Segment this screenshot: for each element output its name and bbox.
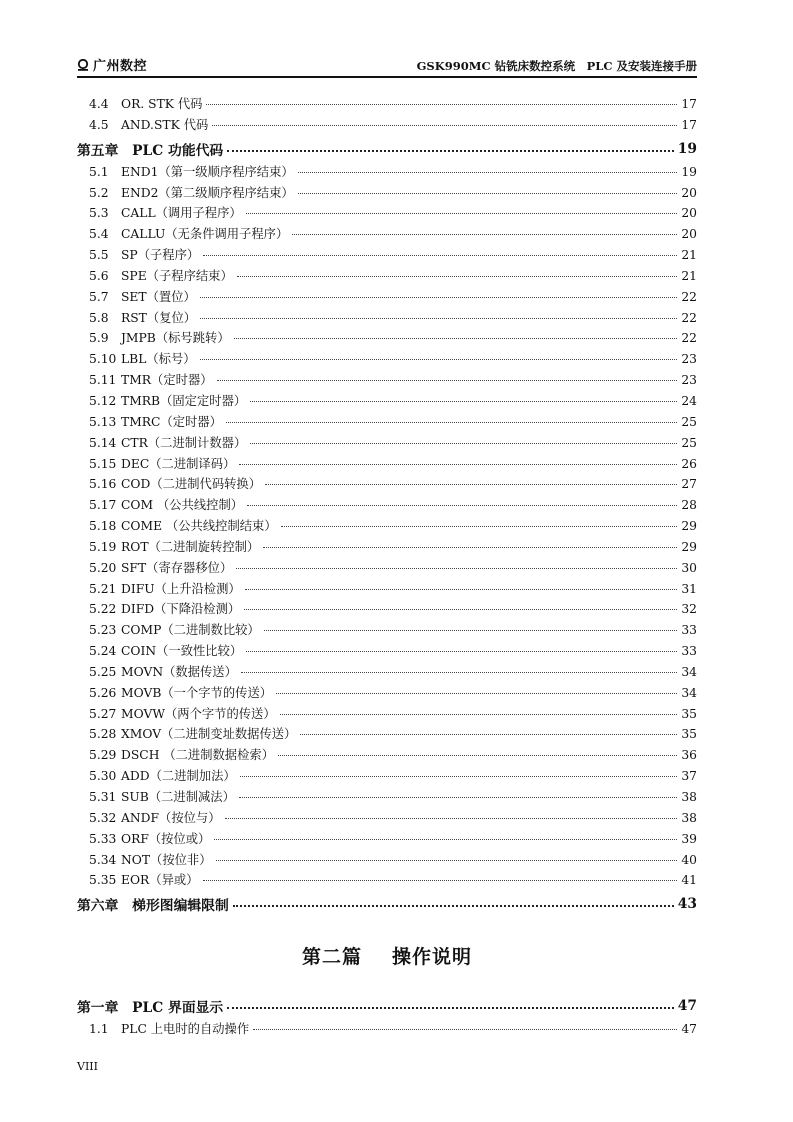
toc-entry-title: OR. STK 代码 — [121, 97, 203, 111]
toc-page-number: 35 — [681, 727, 697, 742]
toc-entry-number: 5.13 — [89, 414, 117, 429]
toc-section-entry[interactable] — [77, 599, 697, 620]
toc-entry-number: 5.6 — [89, 268, 109, 283]
toc-page-number: 24 — [681, 393, 697, 408]
toc-entry-label — [89, 683, 274, 701]
toc-page-number: 38 — [681, 810, 697, 825]
toc-page-number: 20 — [681, 206, 697, 221]
toc-entry-title: CALL（调用子程序） — [121, 206, 242, 221]
toc-entry-number: 5.34 — [89, 852, 117, 867]
toc-entry-label — [77, 996, 225, 1016]
toc-page-number: 41 — [681, 873, 697, 888]
toc-section-entry[interactable] — [77, 537, 697, 558]
toc-entry-title: COIN（一致性比较） — [121, 644, 243, 659]
toc-list-part-one — [77, 94, 697, 917]
toc-entry-title: END2（第二级顺序程序结束） — [121, 185, 294, 200]
toc-entry-title: NOT（按位非） — [121, 852, 212, 867]
toc-entry-label — [89, 349, 198, 367]
toc-entry-number: 5.30 — [89, 769, 117, 784]
toc-entry-title: PLC 上电时的自动操作 — [121, 1022, 250, 1036]
dot-leader — [212, 125, 677, 126]
toc-page-number: 31 — [681, 581, 697, 596]
toc-entry-number: 5.10 — [89, 352, 117, 367]
toc-chapter-entry[interactable] — [77, 891, 697, 917]
toc-entry-title: 第一章 PLC 界面显示 — [77, 1000, 224, 1016]
toc-section-entry[interactable] — [77, 183, 697, 204]
toc-entry-label — [89, 370, 215, 388]
toc-page-number: 35 — [681, 706, 697, 721]
toc-entry-label — [89, 850, 214, 868]
toc-page-number: 17 — [681, 97, 697, 111]
toc-chapter-entry[interactable] — [77, 993, 697, 1019]
toc-entry-title: JMPB（标号跳转） — [121, 331, 230, 346]
toc-entry-number: 5.27 — [89, 706, 117, 721]
toc-entry-number: 5.5 — [89, 248, 109, 263]
toc-entry-label — [89, 203, 244, 221]
toc-entry-number: 5.20 — [89, 560, 117, 575]
toc-entry-number: 4.5 — [89, 117, 109, 132]
dot-leader — [239, 464, 677, 465]
toc-entry-label — [89, 829, 212, 847]
toc-chapter-entry[interactable] — [77, 136, 697, 162]
toc-entry-number: 5.15 — [89, 456, 117, 471]
toc-entry-number: 1.1 — [89, 1022, 109, 1036]
toc-entry-number: 5.23 — [89, 623, 117, 638]
toc-entry-label — [89, 115, 210, 133]
toc-entry-title: END1（第一级顺序程序结束） — [121, 164, 294, 179]
toc-entry-label — [89, 808, 223, 826]
dot-leader — [239, 797, 677, 798]
toc-entry-number: 5.25 — [89, 664, 117, 679]
toc-page-number: 33 — [681, 623, 697, 638]
toc-page-number: 22 — [681, 310, 697, 325]
dot-leader — [241, 672, 677, 673]
toc-entry-label — [89, 495, 245, 513]
toc-entry-label — [89, 1019, 251, 1037]
dot-leader — [278, 755, 677, 756]
toc-entry-label — [89, 662, 239, 680]
table-of-contents — [77, 94, 697, 917]
toc-entry-number: 5.3 — [89, 206, 109, 221]
toc-entry-label — [89, 328, 232, 346]
toc-page-number: 20 — [681, 185, 697, 200]
toc-page-number: 22 — [681, 289, 697, 304]
gsk-logo-icon — [77, 59, 89, 71]
toc-entry-label — [89, 94, 204, 112]
toc-entry-label — [89, 766, 238, 784]
dot-leader — [226, 422, 677, 423]
toc-entry-title: SET（置位） — [121, 289, 196, 304]
toc-entry-title: EOR（异或） — [121, 873, 199, 888]
toc-entry-title: COD（二进制代码转换） — [121, 477, 262, 492]
toc-page-number: 27 — [681, 477, 697, 492]
page-header — [77, 54, 697, 78]
toc-entry-label — [89, 704, 278, 722]
dot-leader — [250, 443, 677, 444]
toc-page-number: 25 — [681, 414, 697, 429]
toc-section-entry[interactable] — [77, 724, 697, 745]
toc-section-entry[interactable] — [77, 829, 697, 850]
toc-entry-number: 5.26 — [89, 685, 117, 700]
toc-entry-title: MOVB（一个字节的传送） — [121, 685, 273, 700]
dot-leader — [216, 860, 678, 861]
toc-page-number: 28 — [681, 498, 697, 513]
toc-entry-title: SFT（寄存器移位） — [121, 560, 233, 575]
dot-leader — [217, 380, 678, 381]
part-number: 第二篇 — [301, 946, 362, 968]
toc-entry-label — [89, 454, 237, 472]
toc-page-number: 34 — [681, 664, 697, 679]
toc-section-entry[interactable] — [77, 287, 697, 308]
toc-entry-label — [89, 787, 237, 805]
toc-entry-label — [89, 516, 279, 534]
toc-entry-number: 5.31 — [89, 790, 117, 804]
toc-entry-number: 5.4 — [89, 227, 109, 242]
toc-page-number: 22 — [681, 331, 697, 346]
toc-section-entry[interactable] — [77, 579, 697, 600]
dot-leader — [263, 547, 677, 548]
toc-entry-title: RST（复位） — [121, 310, 197, 325]
toc-entry-label — [89, 287, 198, 305]
toc-entry-title: 第六章 梯形图编辑限制 — [77, 898, 229, 915]
toc-entry-title: SPE（子程序结束） — [121, 268, 233, 283]
toc-page-number: 29 — [681, 519, 697, 534]
toc-entry-number: 5.22 — [89, 602, 117, 617]
toc-entry-number: 5.9 — [89, 331, 109, 346]
toc-entry-label — [89, 245, 201, 263]
toc-page-number: 36 — [681, 748, 697, 763]
dot-leader — [203, 255, 677, 256]
toc-entry-number: 5.24 — [89, 644, 117, 659]
toc-section-entry[interactable] — [77, 433, 697, 454]
toc-entry-number: 5.18 — [89, 519, 117, 534]
toc-entry-title: DSCH （二进制数据检索） — [121, 748, 274, 763]
toc-entry-number: 5.35 — [89, 873, 117, 888]
toc-page-number: 20 — [681, 227, 697, 242]
toc-entry-title: CALLU（无条件调用子程序） — [121, 227, 289, 242]
toc-page-number: 39 — [681, 831, 697, 846]
toc-section-entry[interactable] — [77, 224, 697, 245]
toc-entry-number: 4.4 — [89, 97, 109, 111]
toc-page-number: 47 — [677, 998, 697, 1014]
dot-leader — [244, 609, 677, 610]
toc-entry-number: 5.28 — [89, 727, 117, 742]
toc-entry-label — [89, 224, 290, 242]
toc-section-entry[interactable] — [77, 412, 697, 433]
toc-entry-number: 5.7 — [89, 289, 109, 304]
toc-section-entry[interactable] — [77, 370, 697, 391]
page-number: VIII — [77, 1060, 98, 1073]
toc-page-number: 19 — [677, 140, 697, 157]
toc-section-entry[interactable] — [77, 850, 697, 871]
brand — [77, 55, 147, 74]
dot-leader — [240, 776, 678, 777]
toc-page-number: 33 — [681, 644, 697, 659]
toc-entry-label — [89, 579, 243, 597]
toc-section-entry[interactable] — [77, 808, 697, 829]
toc-entry-title: 第五章 PLC 功能代码 — [77, 142, 224, 159]
dot-leader — [250, 401, 677, 402]
toc-page-number: 19 — [681, 164, 697, 179]
toc-section-entry[interactable] — [77, 454, 697, 475]
toc-entry-label — [89, 870, 201, 888]
toc-section-entry[interactable] — [77, 495, 697, 516]
toc-entry-label — [89, 474, 263, 492]
toc-entry-number: 5.21 — [89, 581, 117, 596]
toc-page-number: 23 — [681, 373, 697, 388]
toc-page-number: 30 — [681, 560, 697, 575]
toc-entry-title: TMR（定时器） — [121, 373, 213, 388]
dot-leader — [247, 505, 677, 506]
toc-entry-number: 5.11 — [89, 373, 117, 388]
toc-section-entry[interactable] — [77, 558, 697, 579]
toc-entry-label — [89, 412, 224, 430]
toc-entry-label — [89, 183, 296, 201]
toc-page-number: 25 — [681, 435, 697, 450]
toc-section-entry[interactable] — [77, 245, 697, 266]
toc-section-entry[interactable] — [77, 391, 697, 412]
dot-leader — [264, 630, 678, 631]
toc-section-entry[interactable] — [77, 683, 697, 704]
toc-entry-title: TMRB（固定定时器） — [121, 393, 247, 408]
dot-leader — [233, 905, 674, 907]
toc-page-number: 23 — [681, 352, 697, 367]
dot-leader — [236, 568, 677, 569]
toc-section-entry[interactable] — [77, 766, 697, 787]
toc-entry-number: 5.33 — [89, 831, 117, 846]
dot-leader — [246, 651, 677, 652]
toc-section-entry[interactable] — [77, 266, 697, 287]
toc-entry-title: SP（子程序） — [121, 248, 200, 263]
toc-page-number: 32 — [681, 602, 697, 617]
dot-leader — [234, 338, 678, 339]
toc-section-entry[interactable] — [77, 745, 697, 766]
toc-entry-number: 5.32 — [89, 810, 117, 825]
dot-leader — [276, 693, 677, 694]
toc-entry-number: 5.2 — [89, 185, 109, 200]
toc-entry-number: 5.12 — [89, 393, 117, 408]
toc-entry-title: COME （公共线控制结束） — [121, 519, 277, 534]
toc-entry-label — [89, 266, 235, 284]
toc-list-part-two — [77, 993, 697, 1040]
dot-leader — [298, 172, 678, 173]
toc-entry-label — [77, 894, 231, 914]
toc-entry-number: 5.17 — [89, 498, 117, 513]
toc-page-number: 34 — [681, 685, 697, 700]
toc-entry-label — [77, 139, 225, 159]
toc-section-entry[interactable] — [77, 308, 697, 329]
toc-section-entry[interactable] — [77, 94, 697, 115]
toc-entry-label — [89, 641, 244, 659]
dot-leader — [206, 104, 677, 105]
toc-entry-title: AND.STK 代码 — [121, 117, 209, 132]
toc-entry-title: ORF（按位或） — [121, 831, 211, 846]
document-title: GSK990MC 钻铣床数控系统 PLC 及安装连接手册 — [416, 59, 697, 73]
toc-entry-title: ANDF（按位与） — [121, 810, 221, 825]
toc-entry-title: ROT（二进制旋转控制） — [121, 539, 260, 554]
dot-leader — [300, 734, 677, 735]
part-title: 操作说明 — [392, 946, 473, 968]
toc-entry-number: 5.1 — [89, 164, 109, 179]
toc-entry-label — [89, 745, 276, 763]
toc-entry-label — [89, 391, 248, 409]
toc-section-entry[interactable] — [77, 704, 697, 725]
toc-entry-label — [89, 537, 261, 555]
toc-page-number: 47 — [681, 1022, 697, 1036]
dot-leader — [292, 234, 677, 235]
toc-page-number: 21 — [681, 248, 697, 263]
toc-entry-number: 5.14 — [89, 435, 117, 450]
toc-entry-label — [89, 162, 296, 180]
toc-section-entry[interactable] — [77, 328, 697, 349]
dot-leader — [200, 359, 678, 360]
toc-entry-label — [89, 433, 248, 451]
dot-leader — [203, 880, 678, 881]
toc-section-entry[interactable] — [77, 474, 697, 495]
dot-leader — [253, 1029, 677, 1030]
toc-entry-title: XMOV（二进制变址数据传送） — [121, 727, 297, 742]
dot-leader — [225, 818, 678, 819]
dot-leader — [200, 297, 678, 298]
toc-page-number: 29 — [681, 539, 697, 554]
toc-page-number: 37 — [681, 769, 697, 784]
dot-leader — [246, 213, 678, 214]
toc-page-number: 38 — [681, 790, 697, 804]
toc-page-number: 17 — [681, 117, 697, 132]
toc-entry-title: COMP（二进制数比较） — [121, 623, 260, 638]
toc-section-entry[interactable] — [77, 662, 697, 683]
dot-leader — [214, 839, 677, 840]
toc-section-entry[interactable] — [77, 641, 697, 662]
toc-entry-title: COM （公共线控制） — [121, 498, 244, 513]
brand-name: 广州数控 — [93, 59, 148, 74]
dot-leader — [298, 193, 678, 194]
toc-entry-number: 5.8 — [89, 310, 109, 325]
toc-entry-title: TMRC（定时器） — [121, 414, 222, 429]
table-of-contents-part-two — [77, 993, 697, 1040]
toc-entry-number: 5.19 — [89, 539, 117, 554]
part-heading — [77, 942, 697, 969]
toc-entry-number: 5.29 — [89, 748, 117, 763]
toc-section-entry[interactable] — [77, 115, 697, 136]
dot-leader — [245, 589, 678, 590]
dot-leader — [227, 1007, 674, 1009]
dot-leader — [265, 484, 677, 485]
toc-section-entry[interactable] — [77, 516, 697, 537]
toc-entry-title: SUB（二进制减法） — [121, 790, 235, 804]
toc-entry-number: 5.16 — [89, 477, 117, 492]
dot-leader — [280, 714, 678, 715]
toc-page-number: 40 — [681, 852, 697, 867]
toc-section-entry[interactable] — [77, 620, 697, 641]
dot-leader — [200, 318, 677, 319]
toc-section-entry[interactable] — [77, 349, 697, 370]
toc-entry-title: LBL（标号） — [121, 352, 196, 367]
toc-entry-label — [89, 620, 262, 638]
toc-entry-label — [89, 308, 198, 326]
toc-page-number: 43 — [677, 896, 697, 913]
toc-section-entry[interactable] — [77, 203, 697, 224]
toc-section-entry[interactable] — [77, 162, 697, 183]
toc-section-entry[interactable] — [77, 870, 697, 891]
toc-entry-label — [89, 558, 234, 576]
toc-entry-title: DIFD（下降沿检测） — [121, 602, 241, 617]
toc-entry-title: CTR（二进制计数器） — [121, 435, 247, 450]
dot-leader — [281, 526, 678, 527]
toc-entry-title: ADD（二进制加法） — [121, 769, 236, 784]
dot-leader — [237, 276, 678, 277]
toc-entry-title: DIFU（上升沿检测） — [121, 581, 241, 596]
toc-entry-title: DEC（二进制译码） — [121, 456, 236, 471]
toc-entry-label — [89, 599, 242, 617]
toc-entry-title: MOVW（两个字节的传送） — [121, 706, 276, 721]
toc-section-entry[interactable] — [77, 1019, 697, 1040]
toc-section-entry[interactable] — [77, 787, 697, 808]
toc-entry-label — [89, 724, 298, 742]
toc-page-number: 26 — [681, 456, 697, 471]
toc-page-number: 21 — [681, 268, 697, 283]
dot-leader — [227, 150, 674, 152]
toc-entry-title: MOVN（数据传送） — [121, 664, 237, 679]
